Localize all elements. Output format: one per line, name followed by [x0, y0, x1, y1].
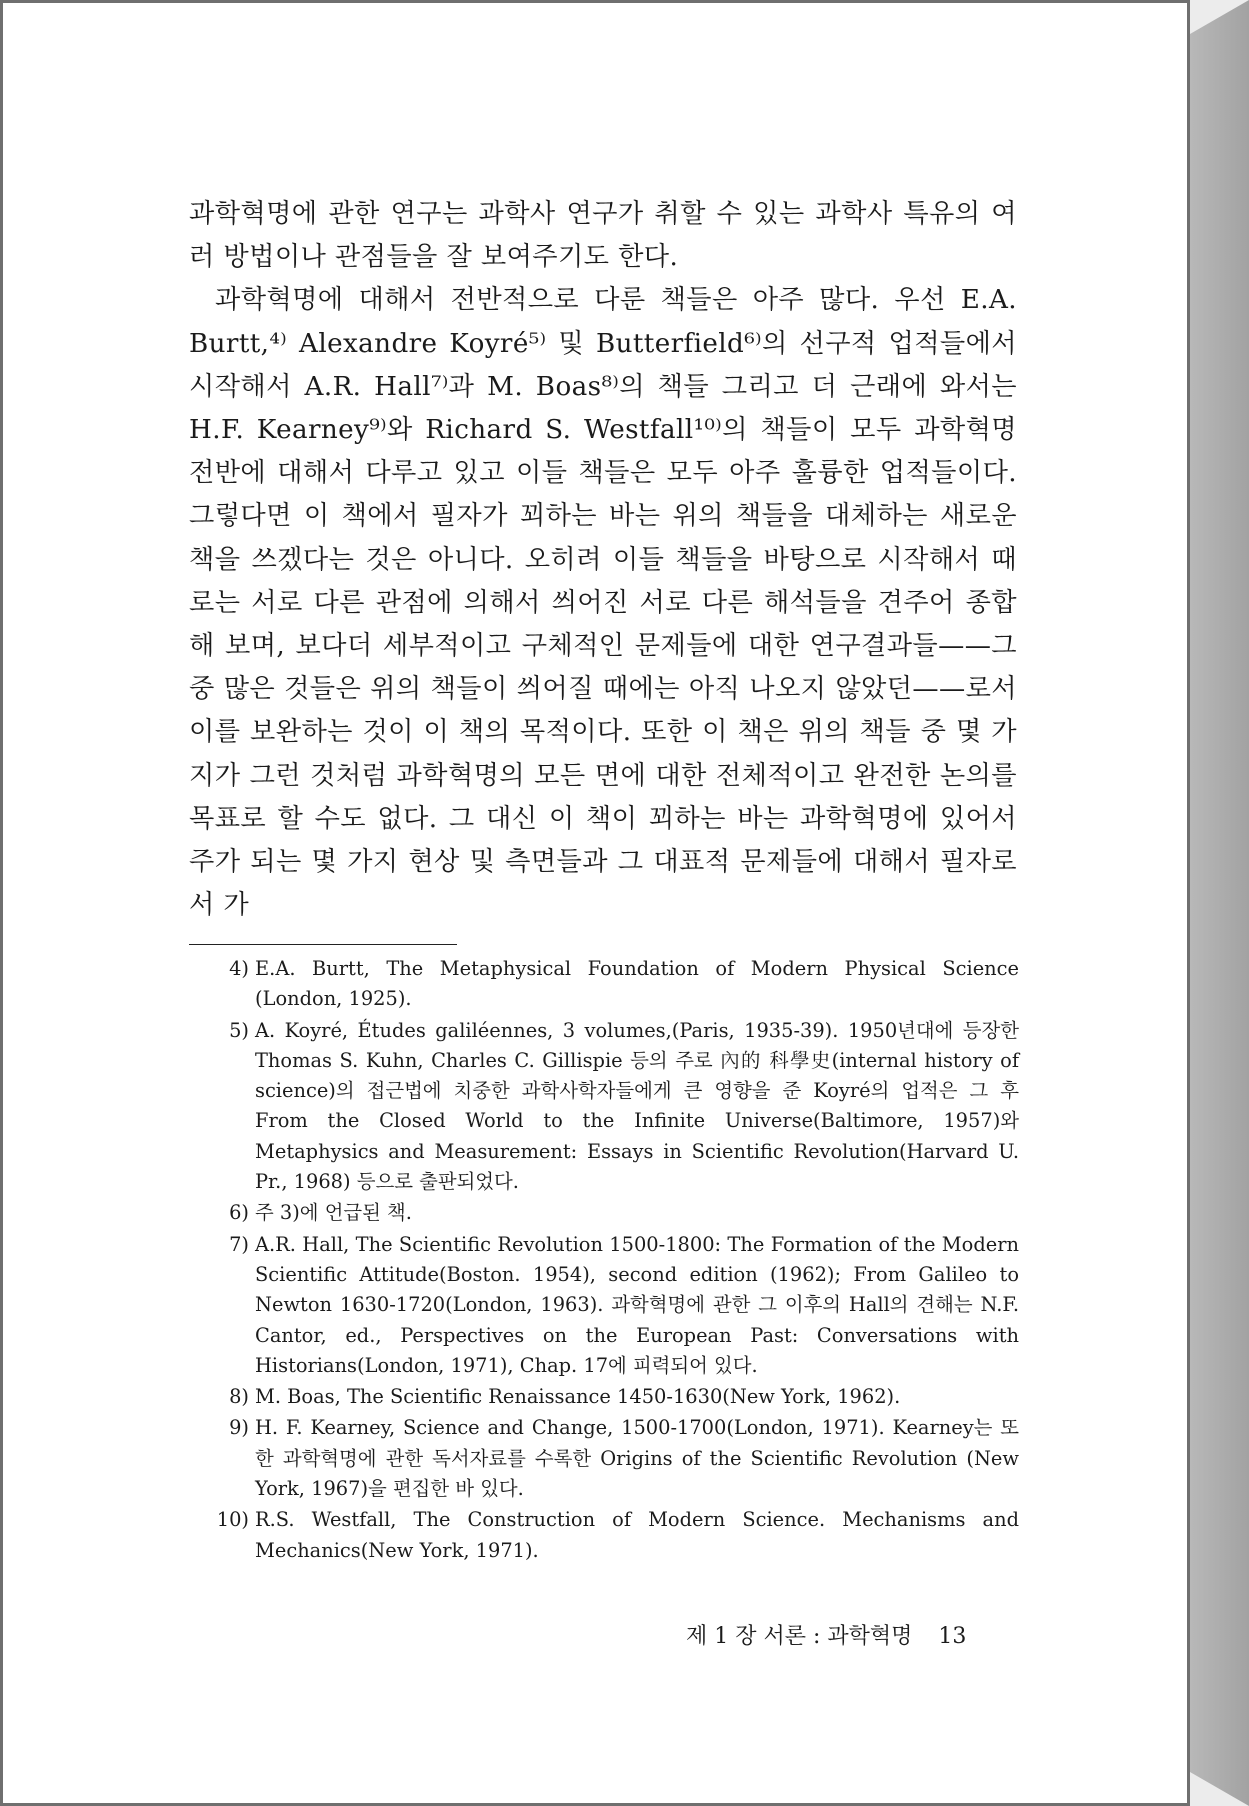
footnote-text: 주 3)에 언급된 책.: [255, 1201, 412, 1225]
footnote-text: E.A. Burtt, The Metaphysical Foundation of Modern Physical Science (London, 1925).: [255, 957, 1019, 1011]
footnote-text: R.S. Westfall, The Construction of Modern Science. Mechanisms and Mechanics(New York, 1971).: [255, 1508, 1019, 1562]
footnote-9: [223, 1413, 1019, 1504]
footnote-4: [223, 954, 1019, 1015]
footnote-number: 8): [229, 1385, 249, 1409]
paragraph-1: 과학혁명에 관한 연구는 과학사 연구가 취할 수 있는 과학사 특유의 여러 방법이나 관점들을 잘 보여주기도 한다.: [189, 199, 1017, 273]
chapter-title: 제 1 장 서론 : 과학혁명: [686, 1624, 913, 1649]
footnote-text: A. Koyré, Études galiléennes, 3 volumes,(Paris, 1935-39). 1950년대에 등장한 Thomas S. Kuhn, Charles C. Gillispie 등의 주로 內的 科學史(internal history of science)의 접근법에 치중한 과학사학자들에게 큰 영향을 준 Koyré의 업적은 그 후 From the Closed World to the Infinite Universe(Baltimore, 1957)와 Metaphysics and Measurement: Essays in Scientific Revolution(Harvard U. Pr., 1968) 등으로 출판되었다.: [255, 1018, 1019, 1194]
footnotes: [216, 954, 1019, 1567]
footnote-5: [223, 1016, 1019, 1198]
page-number: 13: [938, 1624, 967, 1649]
footnote-7: [223, 1230, 1019, 1381]
footnote-number: 5): [229, 1018, 249, 1042]
footnote-8: [223, 1382, 1019, 1412]
paragraph-2: 과학혁명에 대해서 전반적으로 다룬 책들은 아주 많다. 우선 E.A. Burtt,⁴⁾ Alexandre Koyré⁵⁾ 및 Butterfield⁶⁾의 선구적 업적들에서 시작해서 A.R. Hall⁷⁾과 M. Boas⁸⁾의 책들 그리고 더 근래에 와서는 H.F. Kearney⁹⁾와 Richard S. Westfall¹⁰⁾의 책들이 모두 과학혁명 전반에 대해서 다루고 있고 이들 책들은 모두 아주 훌륭한 업적들이다. 그렇다면 이 책에서 필자가 꾀하는 바는 위의 책들을 대체하는 새로운 책을 쓰겠다는 것은 아니다. 오히려 이들 책들을 바탕으로 시작해서 때로는 서로 다른 관점에 의해서 씌어진 서로 다른 해석들을 견주어 종합해 보며, 보다더 세부적이고 구체적인 문제들에 대한 연구결과들——그 중 많은 것들은 위의 책들이 씌어질 때에는 아직 나오지 않았던——로서 이를 보완하는 것이 이 책의 목적이다. 또한 이 책은 위의 책들 중 몇 가지가 그런 것처럼 과학혁명의 모든 면에 대한 전체적이고 완전한 논의를 목표로 할 수도 없다. 그 대신 이 책이 꾀하는 바는 과학혁명에 있어서 주가 되는 몇 가지 현상 및 측면들과 그 대표적 문제들에 대해서 필자로서 가: [189, 285, 1017, 921]
footnote-rule: [189, 944, 457, 945]
footnote-10: [216, 1505, 1019, 1566]
book-spine: [1190, 0, 1249, 1806]
spine-bottom-edge: [1190, 1772, 1249, 1806]
footnote-number: 9): [229, 1416, 249, 1440]
footnote-6: [223, 1198, 1019, 1228]
spine-top-edge: [1190, 0, 1249, 34]
footnote-number: 10): [216, 1508, 249, 1532]
footnote-number: 7): [229, 1232, 249, 1256]
body-text: [189, 193, 1017, 927]
footnote-text: M. Boas, The Scientific Renaissance 1450-1630(New York, 1962).: [255, 1385, 901, 1409]
running-footer: [686, 1619, 1019, 1650]
footnote-text: H. F. Kearney, Science and Change, 1500-1700(London, 1971). Kearney는 또한 과학혁명에 관한 독서자료를 수록한 Origins of the Scientific Revolution (New York, 1967)을 편집한 바 있다.: [255, 1416, 1019, 1501]
footnote-text: A.R. Hall, The Scientific Revolution 1500-1800: The Formation of the Modern Scientific Attitude(Boston. 1954), second edition (1962); From Galileo to Newton 1630-1720(London, 1963). 과학혁명에 관한 그 이후의 Hall의 견해는 N.F. Cantor, ed., Perspectives on the European Past: Conversations with Historians(London, 1971), Chap. 17에 피력되어 있다.: [255, 1232, 1019, 1377]
footnote-number: 6): [229, 1201, 249, 1225]
footnote-number: 4): [229, 957, 249, 980]
